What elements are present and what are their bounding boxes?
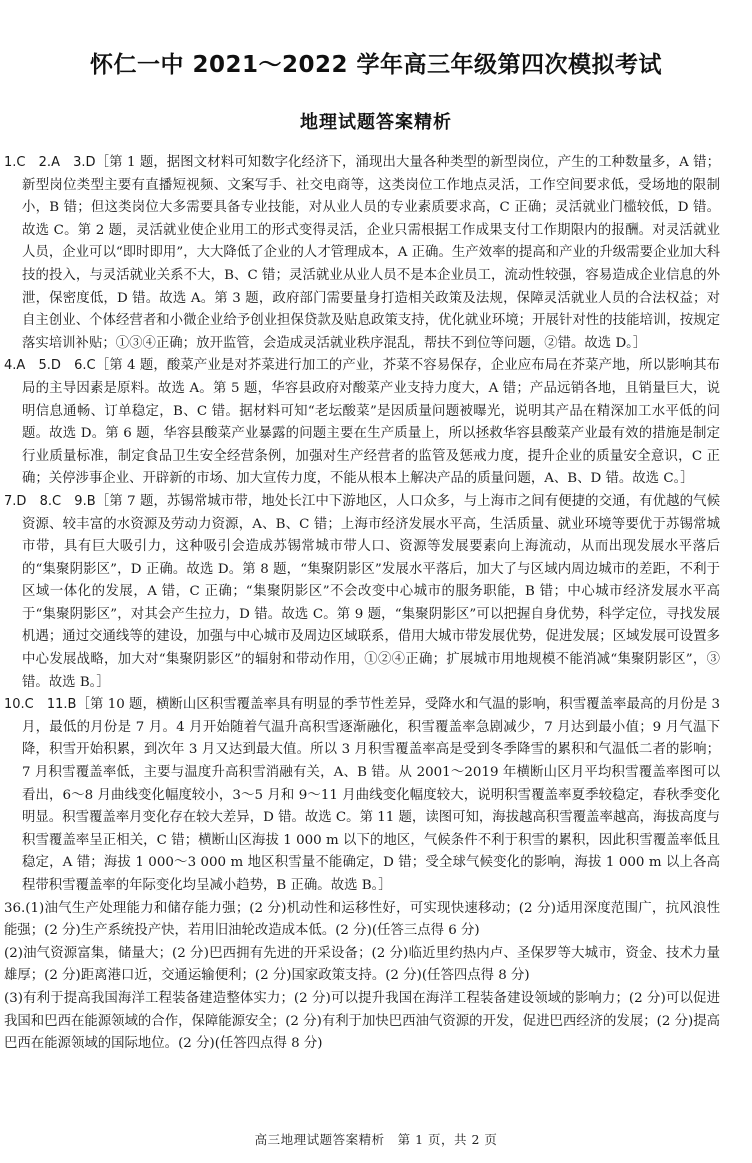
page-footer: 高三地理试题答案精析 第 1 页，共 2 页: [254, 1132, 498, 1147]
answer-key: 4.A 5.D 6.C: [4, 358, 96, 374]
page-title: 怀仁一中 2021～2022 学年高三年级第四次模拟考试: [89, 52, 663, 78]
answer-key: 10.C 11.B: [4, 697, 77, 713]
answer-group-7-9: [4, 491, 720, 694]
question-36-part-3: (3)有利于提高我国海洋工程装备建造整体实力；(2 分)可以提升我国在海洋工程装备建设领域的影响力；(2 分)可以促进我国和巴西在能源领域的合作，保障能源安全；(2 分)有利于加快巴西油气资源的开发，促进巴西经济的发展；(2 分)提高巴西在能源领域的国际地位。(2 分)(任答四点得 8 分): [4, 990, 720, 1052]
answer-group-10-11: [4, 694, 720, 897]
question-36-part-2: (2)油气资源富集，储量大；(2 分)巴西拥有先进的开采设备；(2 分)临近里约热内卢、圣保罗等大城市，资金、技术力量雄厚；(2 分)距离港口近，交通运输便利；(2 分)国家政策支持。(2 分)(任答四点得 8 分): [4, 945, 720, 984]
answer-group-4-6: [4, 355, 720, 491]
answer-explanation: ［第 7 题，苏锡常城市带，地处长江中下游地区，人口众多，与上海市之间有便捷的交通，有优越的气候资源、较丰富的水资源及劳动力资源，A、B、C 错；上海市经济发展水平高，生活质量、就业环境等要优于苏锡常城市带，具有巨大吸引力，这种吸引会造成苏锡常城市带人口、资源等发展要素向上海流动，从而出现发展水平落后的“集聚阴影区”，D 正确。故选 D。第 8 题，“集聚阴影区”发展水平落后，加大了与区域内周边城市的差距，不利于区域一体化的发展，A 错，C 正确；“集聚阴影区”不会改变中心城市的服务职能，B 错；中心城市经济发展水平高于“集聚阴影区”，对其会产生拉力，D 错。故选 C。第 9 题，“集聚阴影区”可以把握自身优势，科学定位，寻找发展机遇；通过交通线等的建设，加强与中心城市及周边区域联系，借用大城市带发展优势，促进发展；区域发展可设置多中心发展战略，加大对“集聚阴影区”的辐射和带动作用，①②④正确；扩展城市用地规模不能消减“集聚阴影区”，③错。故选 B。］: [22, 493, 720, 690]
answer-explanation: ［第 1 题，据图文材料可知数字化经济下，涌现出大量各种类型的新型岗位，产生的工种数量多，A 错；新型岗位类型主要有直播短视频、文案写手、社交电商等，这类岗位工作地点灵活，工作空间要求低，受场地的限制小，B 错；但这类岗位大多需要具备专业技能，对从业人员的专业素质要求高，C 正确；灵活就业门槛较低，D 错。故选 C。第 2 题，灵活就业使企业用工的形式变得灵活，企业只需根据工作成果支付工作期限内的报酬。对灵活就业人员，企业可以“即时即用”，大大降低了企业的人才管理成本，A 正确。生产效率的提高和产业的升级需要企业加大科技的投入，与灵活就业关系不大，B、C 错；灵活就业从业人员不是本企业员工，流动性较强，容易造成企业信息的外泄，保密度低，D 错。故选 A。第 3 题，政府部门需要量身打造相关政策及法规，保障灵活就业人员的合法权益；对自主创业、个体经营者和小微企业给予创业担保贷款及贴息政策支持，优化就业环境；开展针对性的技能培训，按规定落实培训补贴；①③④正确；放开监管，会造成灵活就业秩序混乱，帮扶不到位等问题，②错。故选 D。］: [22, 155, 720, 351]
answers-content: [4, 152, 720, 1056]
page-subtitle: 地理试题答案精析: [300, 112, 452, 133]
answer-explanation: ［第 10 题，横断山区积雪覆盖率具有明显的季节性差异，受降水和气温的影响，积雪覆盖率最高的月份是 3 月，最低的月份是 7 月。4 月开始随着气温升高积雪逐渐融化，积雪覆盖率急剧减少，7 月达到最小值；9 月气温下降，积雪开始积累，到次年 3 月又达到最大值。所以 3 月积雪覆盖率高是受到冬季降雪的累积和气温低二者的影响；7 月积雪覆盖率低，主要与温度升高积雪消融有关，A、B 错。从 2001～2019 年横断山区月平均积雪覆盖率图可以看出，6～8 月曲线变化幅度较小，3～5 月和 9～11 月曲线变化幅度较大，说明积雪覆盖率夏季较稳定，春秋季变化明显。积雪覆盖率月变化存在较大差异，D 错。故选 C。第 11 题，读图可知，海拔越高积雪覆盖率越高，海拔高度与积雪覆盖率呈正相关，C 错；横断山区海拔 1 000 m 以下的地区，气候条件不利于积雪的累积，因此积雪覆盖率低且稳定，A 错；海拔 1 000～3 000 m 地区积雪量不能确定，D 错；受全球气候变化的影响，海拔 1 000 m 以上各高程带积雪覆盖率的年际变化均呈减小趋势，B 正确。故选 B。］: [22, 697, 720, 893]
answer-key: 7.D 8.C 9.B: [4, 493, 96, 509]
answer-explanation: ［第 4 题，酸菜产业是对芥菜进行加工的产业，芥菜不容易保存，企业应布局在芥菜产地，所以影响其布局的主导因素是原料。故选 A。第 5 题，华容县政府对酸菜产业支持力度大，A 错；产品远销各地，且销量巨大，说明信息通畅、订单稳定，B、C 错。据材料可知“老坛酸菜”是因质量问题被曝光，说明其产品在精深加工水平低的问题。故选 D。第 6 题，华容县酸菜产业暴露的问题主要在生产质量上，所以拯救华容县酸菜产业最有效的措施是制定行业质量标准，制定食品卫生安全经营条例，加强对生产经营者的监管及惩戒力度，提升企业的质量安全意识，C 正确；关停涉事企业、开辟新的市场、加大宣传力度，不能从根本上解决产品的质量问题，A、B、D 错。故选 C。］: [22, 358, 720, 487]
question-36-part-1: 36.(1)油气生产处理能力和储存能力强；(2 分)机动性和运移性好，可实现快速移动；(2 分)适用深度范围广，抗风浪性能强；(2 分)生产系统投产快，若用旧油轮改造成本低。(2 分)(任答三点得 6 分): [4, 900, 720, 939]
answer-group-1-3: [4, 152, 720, 355]
answer-key: 1.C 2.A 3.D: [4, 155, 96, 170]
